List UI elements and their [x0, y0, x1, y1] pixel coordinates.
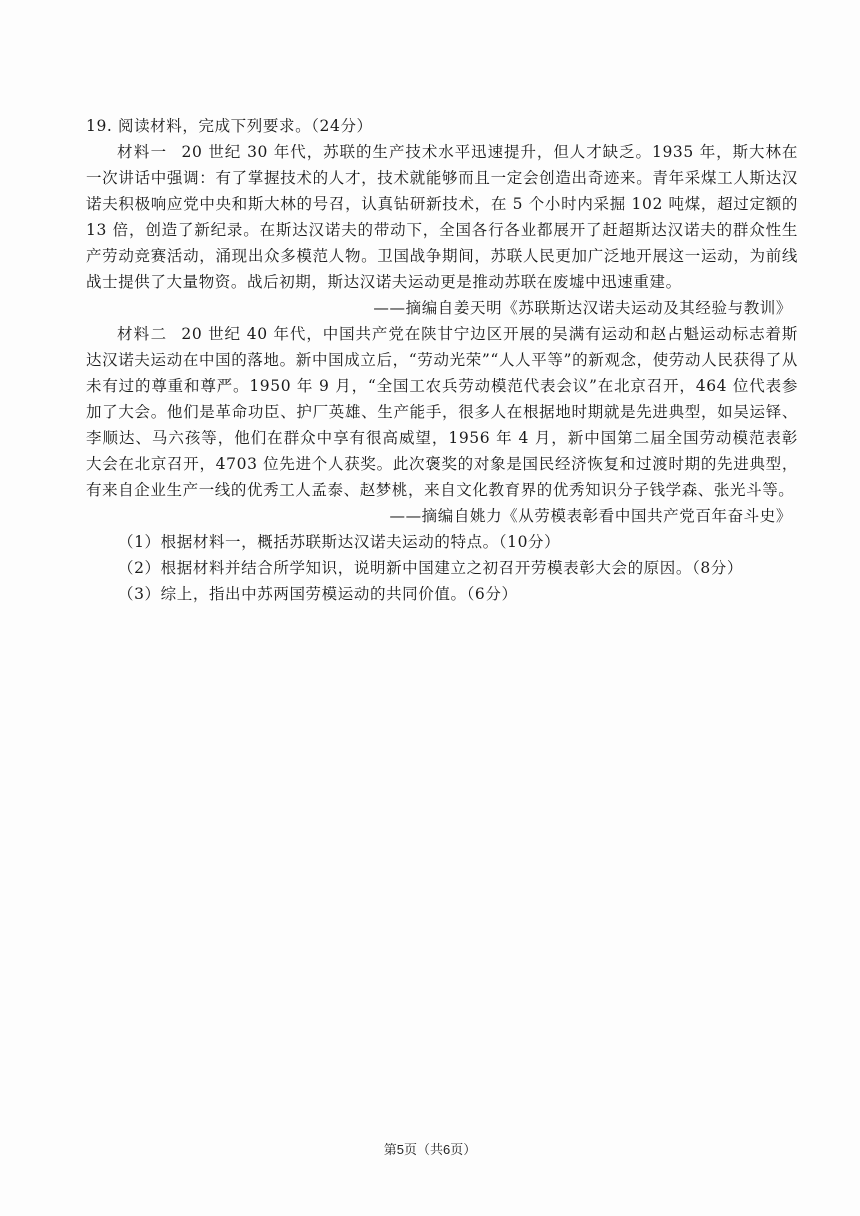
- material-one-text: 20 世纪 30 年代，苏联的生产技术水平迅速提升，但人才缺乏。1935 年，斯大林在一次讲话中强调：有了掌握技术的人才，技术就能够而且一定会创造出奇迹来。青年采煤工人斯达汉诺夫积极响应党中央和斯大林的号召，认真钻研新技术，在 5 个小时内采掘 102 吨煤，超过定额的 13 倍，创造了新纪录。在斯达汉诺夫的带动下，全国各行各业都展开了赶超斯达汉诺夫的群众性生产劳动竞赛活动，涌现出众多模范人物。卫国战争期间，苏联人民更加广泛地开展这一运动，为前线战士提供了大量物资。战后初期，斯达汉诺夫运动更是推动苏联在废墟中迅速重建。: [86, 143, 798, 291]
- sub-question-1: （1）根据材料一，概括苏联斯达汉诺夫运动的特点。（10分）: [118, 533, 561, 551]
- material-two-source: ——摘编自姚力《从劳模表彰看中国共产党百年奋斗史》: [389, 507, 792, 525]
- sub-question-2: （2）根据材料并结合所学知识，说明新中国建立之初召开劳模表彰大会的原因。（8分）: [118, 559, 743, 577]
- material-two: [86, 321, 798, 503]
- question-block: [86, 113, 798, 607]
- page-number-footer: 第5页（共6页）: [383, 1142, 477, 1157]
- material-one-label: 材料一: [117, 143, 168, 161]
- material-one: [86, 139, 798, 295]
- question-title: 19. 阅读材料，完成下列要求。（24分）: [86, 117, 373, 135]
- material-two-label: 材料二: [117, 325, 168, 343]
- material-two-text: 20 世纪 40 年代，中国共产党在陕甘宁边区开展的吴满有运动和赵占魁运动标志着斯达汉诺夫运动在中国的落地。新中国成立后，“劳动光荣”“人人平等”的新观念，使劳动人民获得了从未有过的尊重和尊严。1950 年 9 月，“全国工农兵劳动模范代表会议”在北京召开，464 位代表参加了大会。他们是革命功臣、护厂英雄、生产能手，很多人在根据地时期就是先进典型，如吴运铎、李顺达、马六孩等，他们在群众中享有很高威望，1956 年 4 月，新中国第二届全国劳动模范表彰大会在北京召开，4703 位先进个人获奖。此次褒奖的对象是国民经济恢复和过渡时期的先进典型，有来自企业生产一线的优秀工人孟泰、赵梦桃，来自文化教育界的优秀知识分子钱学森、张光斗等。: [86, 325, 798, 499]
- sub-question-3: （3）综上，指出中苏两国劳模运动的共同价值。（6分）: [118, 585, 518, 603]
- material-one-source: ——摘编自姜天明《苏联斯达汉诺夫运动及其经验与教训》: [373, 299, 792, 317]
